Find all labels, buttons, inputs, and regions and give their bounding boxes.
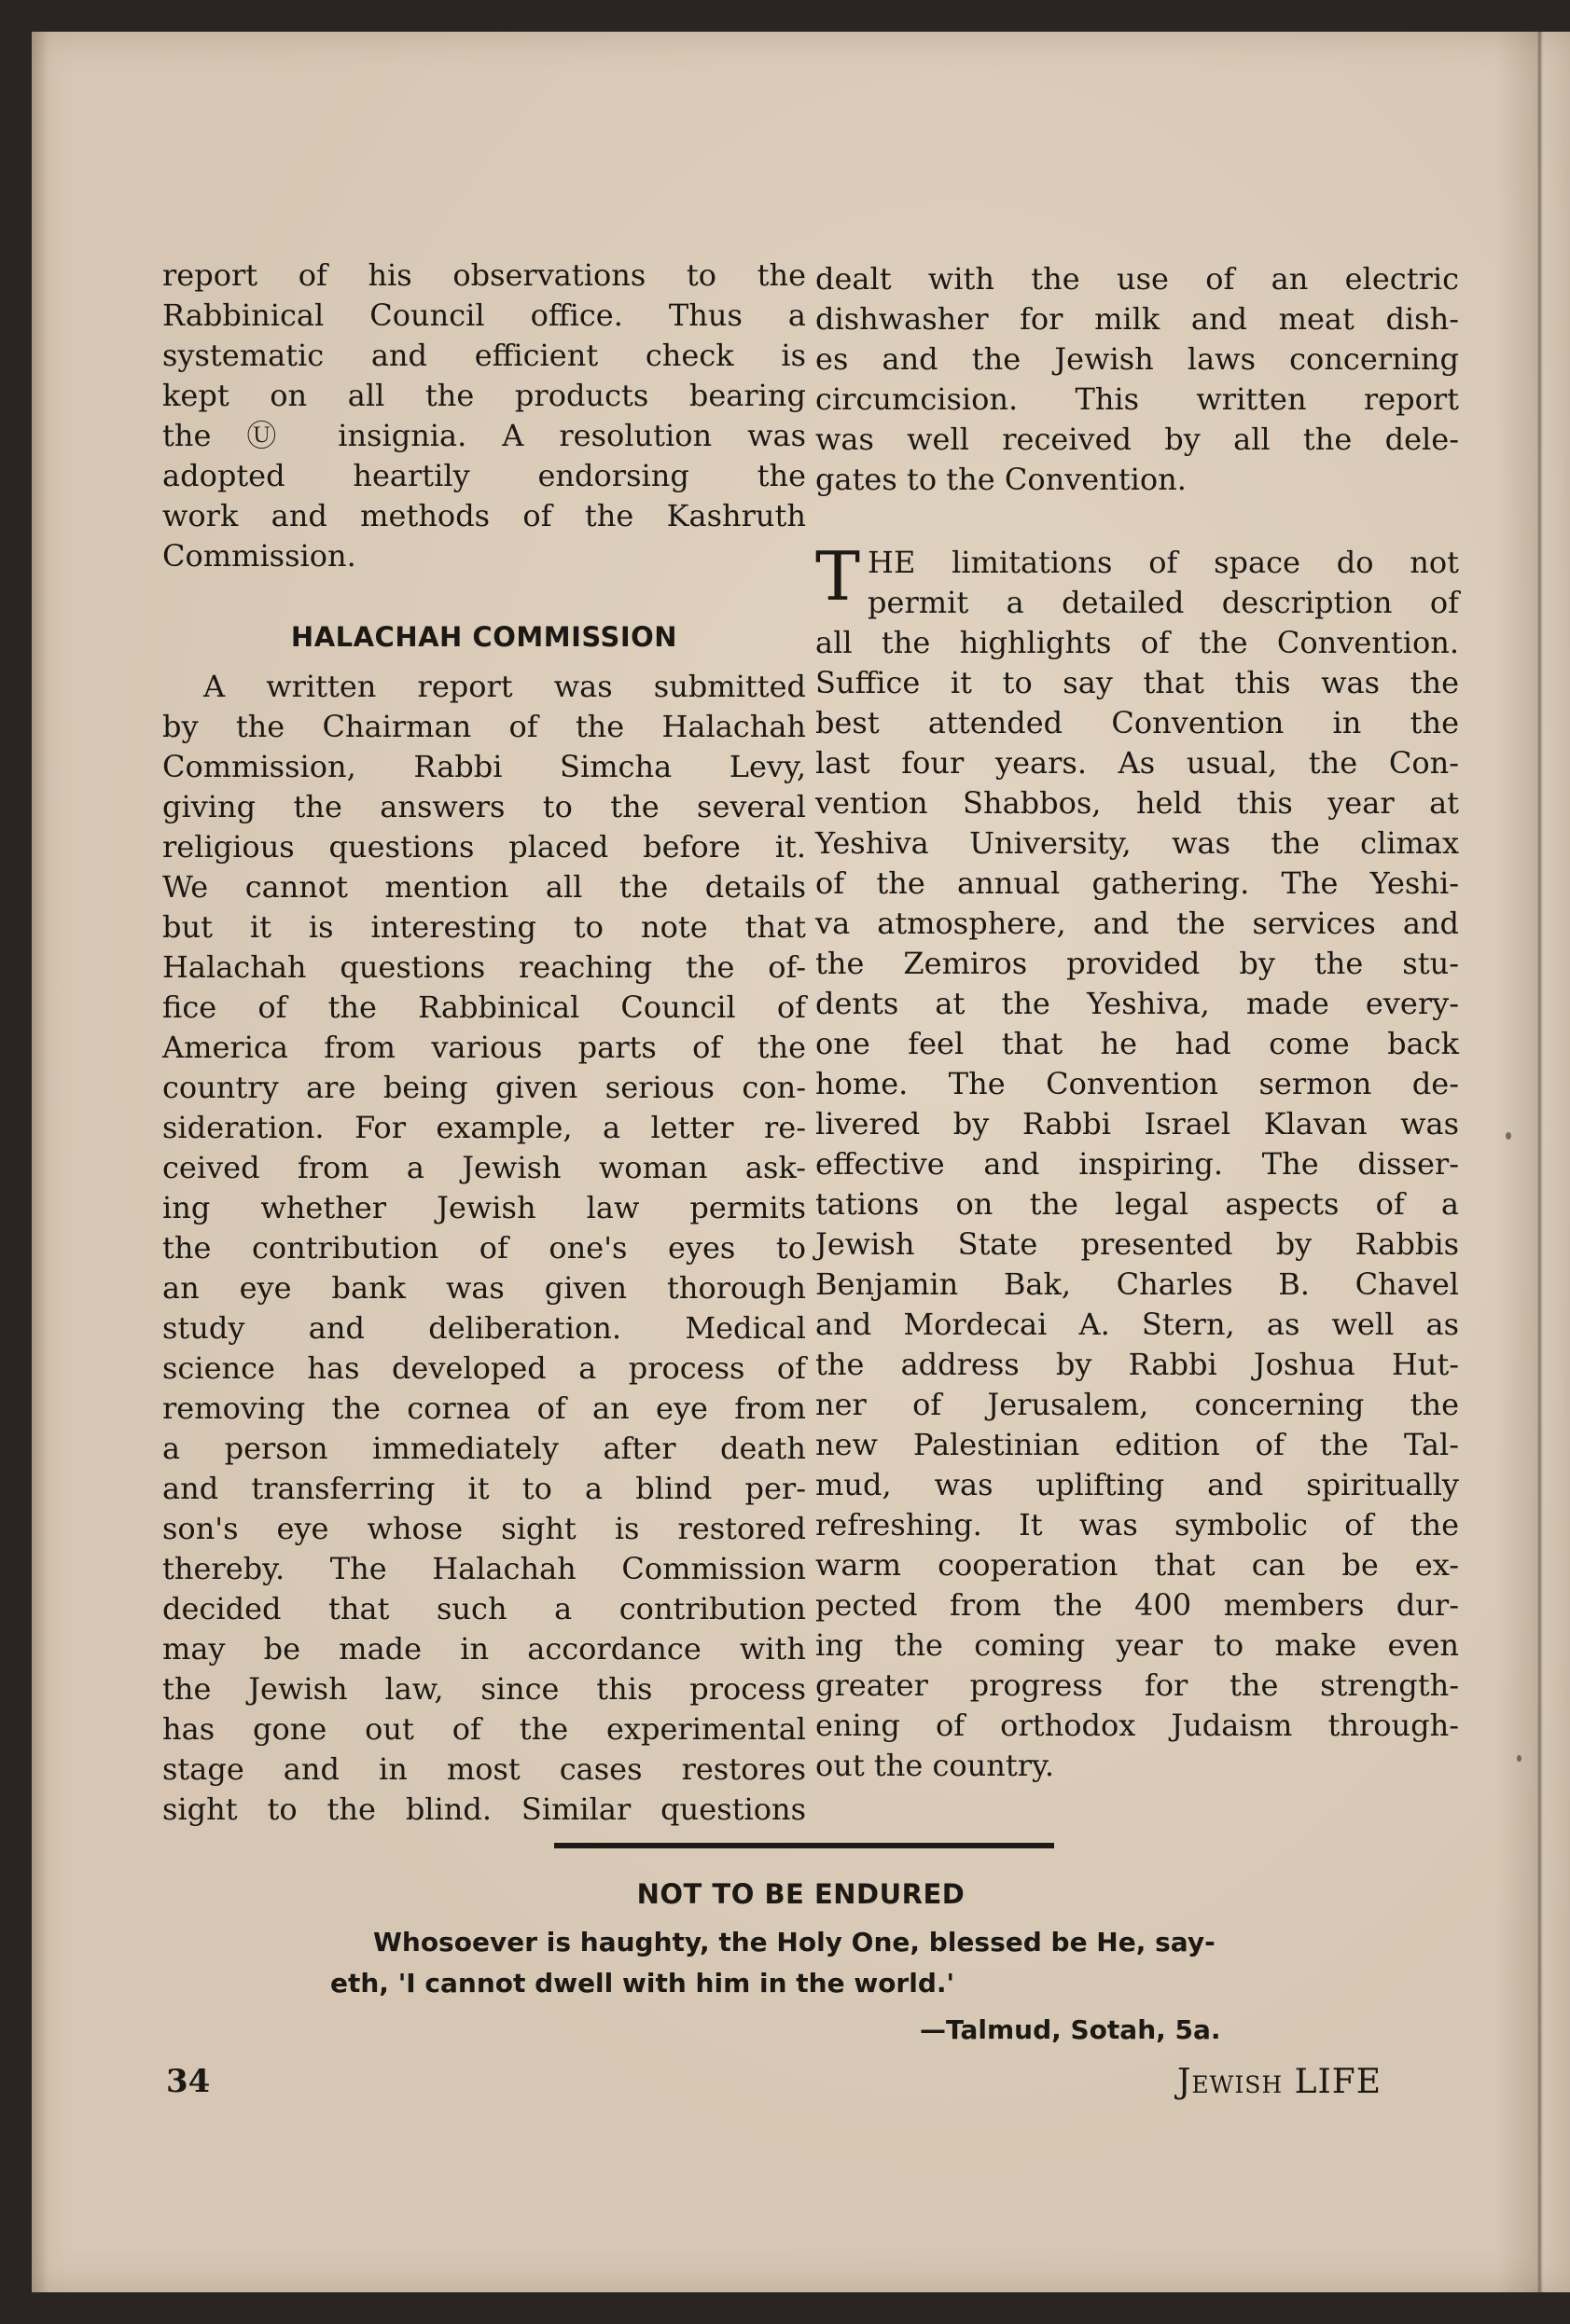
text-line: one feel that he had come back [815,1026,1459,1061]
text-line: gates to the Convention. [815,462,1187,497]
magazine-page [32,32,1570,2292]
text-line: a person immediately after death [162,1431,806,1466]
text-line: Benjamin Bak, Charles B. Chavel [815,1266,1459,1302]
text-line: and Mordecai A. Stern, as well as [815,1307,1459,1342]
text-line: study and deliberation. Medical [162,1310,806,1346]
text-line: Suffice it to say that this was the [815,665,1459,700]
callout-quote-line-2: eth, 'I cannot dwell with him in the world.' [330,1968,955,1999]
publication-title: Jewish LIFE [1177,2063,1382,2101]
left-column [162,256,806,1830]
text-line: has gone out of the experimental [162,1711,806,1747]
text-line: es and the Jewish laws concerning [815,341,1459,377]
text-line: giving the answers to the several [162,789,806,824]
right-column [815,259,1459,1786]
text-line: by the Chairman of the Halachah [162,709,806,744]
text-line: Rabbinical Council office. Thus a [162,297,806,333]
text-line: dealt with the use of an electric [815,261,1459,297]
convention-paragraph [815,537,1459,1786]
paragraph-gap [815,500,1459,543]
text-line: livered by Rabbi Israel Klavan was [815,1106,1459,1141]
text-line: systematic and efficient check is [162,338,806,373]
text-line: the Zemiros provided by the stu- [815,946,1459,981]
drop-cap: T [815,537,861,616]
text-line: religious questions placed before it. [162,829,806,865]
text-line: Jewish State presented by Rabbis [815,1226,1459,1262]
callout-divider [554,1843,1054,1848]
halachah-heading: HALACHAH COMMISSION [290,621,678,653]
drop-cap-lines [815,537,1459,623]
text-line: ing the coming year to make even [815,1627,1459,1663]
text-line: sight to the blind. Similar questions [162,1791,806,1827]
text-line: work and methods of the Kashruth [162,498,806,533]
paper-speck [1517,1755,1521,1762]
text-line: out the country. [815,1748,1055,1783]
text-line: and transferring it to a blind per- [162,1471,806,1506]
text-line: ceived from a Jewish woman ask- [162,1150,806,1185]
text-line: We cannot mention all the details [162,869,806,905]
text-line: pected from the 400 members dur- [815,1587,1459,1623]
text-line: effective and inspiring. The disser- [815,1146,1459,1182]
text-line: dents at the Yeshiva, made every- [815,986,1459,1021]
text-line: va atmosphere, and the services and [815,906,1459,941]
text-line: mud, was uplifting and spiritually [815,1467,1459,1502]
right-intro-paragraph [815,259,1459,500]
text-line: all the highlights of the Convention. [815,625,1459,660]
text-line: dishwasher for milk and meat dish- [815,301,1459,337]
text-line: of the annual gathering. The Yeshi- [815,865,1459,901]
text-line: greater progress for the strength- [815,1667,1459,1703]
text-line: sideration. For example, a letter re- [162,1110,806,1145]
text-line: the address by Rabbi Joshua Hut- [815,1347,1459,1382]
text-line: refreshing. It was symbolic of the [815,1507,1459,1542]
text-line: may be made in accordance with [162,1631,806,1667]
text-line: thereby. The Halachah Commission [162,1551,806,1586]
text-line: an eye bank was given thorough [162,1270,806,1306]
text-line: tations on the legal aspects of a [815,1186,1459,1222]
text-line: home. The Convention sermon de- [815,1066,1459,1101]
text-line: science has developed a process of [162,1350,806,1386]
text-line: ing whether Jewish law permits [162,1190,806,1225]
text-line: permit a detailed description of [868,585,1459,620]
text-line: Yeshiva University, was the climax [815,825,1459,861]
text-line: was well received by all the dele- [815,422,1459,457]
paper-speck [1506,1132,1511,1140]
text-line: but it is interesting to note that [162,909,806,945]
callout-title: NOT TO BE ENDURED [636,1878,966,1910]
text-line: kept on all the products bearing [162,378,806,413]
text-line: son's eye whose sight is restored [162,1511,806,1546]
callout-quote-line-1: Whosoever is haughty, the Holy One, blessed be He, say- [373,1927,1216,1957]
text-line: the Ⓤ insignia. A resolution was [162,418,806,453]
text-line: America from various parts of the [162,1030,806,1065]
text-line: warm cooperation that can be ex- [815,1547,1459,1583]
text-line: the contribution of one's eyes to [162,1230,806,1266]
text-line: ening of orthodox Judaism through- [815,1708,1459,1743]
text-line: ner of Jerusalem, concerning the [815,1387,1459,1422]
text-line: Halachah questions reaching the of- [162,949,806,985]
text-line: best attended Convention in the [815,705,1459,740]
text-line: country are being given serious con- [162,1070,806,1105]
text-line: fice of the Rabbinical Council of [162,989,806,1025]
text-line: the Jewish law, since this process [162,1671,806,1707]
halachah-paragraph [162,667,806,1830]
callout-source: —Talmud, Sotah, 5a. [920,2014,1221,2045]
text-line: vention Shabbos, held this year at [815,785,1459,821]
text-line: HE limitations of space do not [868,545,1459,580]
text-line: report of his observations to the [162,257,806,293]
text-line: stage and in most cases restores [162,1751,806,1787]
text-line: adopted heartily endorsing the [162,458,806,493]
convention-body [815,623,1459,1786]
text-line: decided that such a contribution [162,1591,806,1626]
page-number: 34 [166,2063,211,2100]
text-line: Commission. [162,538,356,574]
text-line: last four years. As usual, the Con- [815,745,1459,781]
left-intro-paragraph [162,256,806,576]
text-line: new Palestinian edition of the Tal- [815,1427,1459,1462]
text-line: A written report was submitted [203,669,806,704]
text-line: Commission, Rabbi Simcha Levy, [162,749,806,784]
text-line: removing the cornea of an eye from [162,1390,806,1426]
text-line: circumcision. This written report [815,381,1459,417]
